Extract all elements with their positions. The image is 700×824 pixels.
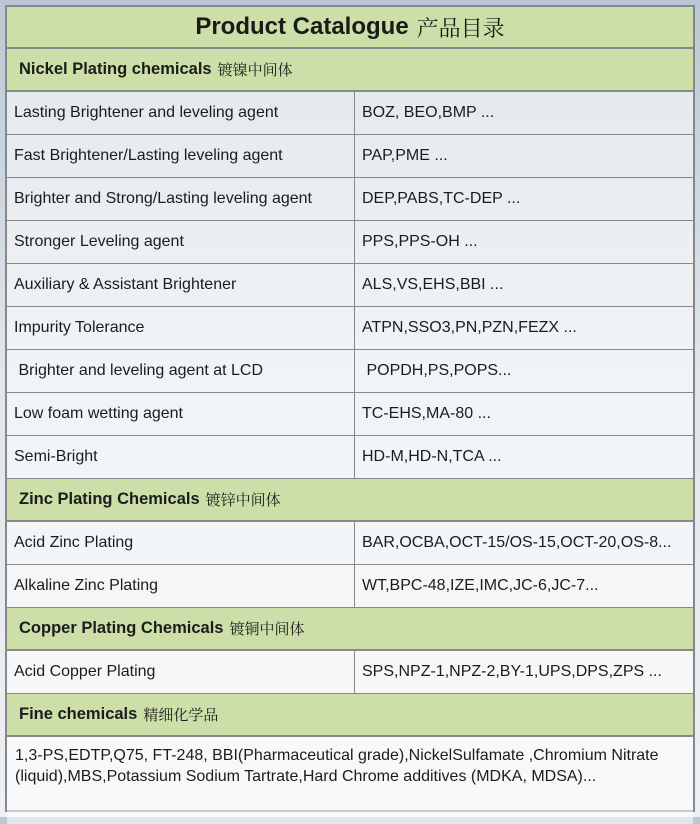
product-codes: ALS,VS,EHS,BBI ... (362, 276, 504, 293)
section-title-cn: 镀镍中间体 (217, 61, 293, 79)
catalogue-title-en: Product Catalogue (195, 13, 409, 40)
table-row (7, 135, 693, 178)
table-row (7, 436, 693, 479)
table-row (7, 92, 693, 135)
section-title-cn: 精细化学品 (143, 706, 219, 724)
section-header-copper (7, 608, 693, 651)
product-codes: PAP,PME ... (362, 147, 448, 164)
section-title-cn: 镀铜中间体 (229, 620, 305, 638)
product-type: Lasting Brightener and leveling agent (7, 92, 355, 134)
nickel-rows (7, 92, 693, 479)
product-type: Brighter and Strong/Lasting leveling agent (7, 178, 355, 220)
product-codes: WT,BPC-48,IZE,IMC,JC-6,JC-7... (362, 577, 599, 594)
product-type: Semi-Bright (7, 436, 355, 478)
table-row (7, 393, 693, 436)
catalogue-title-cn: 产品目录 (416, 16, 505, 42)
product-codes: HD-M,HD-N,TCA ... (362, 448, 502, 465)
product-type: Acid Zinc Plating (7, 522, 355, 564)
product-codes: SPS,NPZ-1,NPZ-2,BY-1,UPS,DPS,ZPS ... (362, 663, 662, 680)
table-row (7, 307, 693, 350)
product-codes: BOZ, BEO,BMP ... (362, 104, 495, 121)
table-row (7, 178, 693, 221)
table-row (7, 651, 693, 694)
table-row (7, 350, 693, 393)
product-type: Brighter and leveling agent at LCD (7, 350, 355, 392)
catalogue-title (7, 7, 693, 49)
table-row (7, 522, 693, 565)
product-type: Low foam wetting agent (7, 393, 355, 435)
section-header-zinc (7, 479, 693, 522)
product-codes: DEP,PABS,TC-DEP ... (362, 190, 521, 207)
table-row (7, 221, 693, 264)
product-type: Acid Copper Plating (7, 651, 355, 693)
table-row (7, 565, 693, 608)
product-type: Impurity Tolerance (7, 307, 355, 349)
table-row (7, 264, 693, 307)
section-title-en: Fine chemicals (19, 705, 138, 723)
product-codes: ATPN,SSO3,PN,PZN,FEZX ... (362, 319, 577, 336)
product-codes: BAR,OCBA,OCT-15/OS-15,OCT-20,OS-8... (362, 534, 672, 551)
product-type: Auxiliary & Assistant Brightener (7, 264, 355, 306)
section-title-en: Zinc Plating Chemicals (19, 490, 200, 508)
section-title-en: Nickel Plating chemicals (19, 60, 212, 78)
product-type: Alkaline Zinc Plating (7, 565, 355, 607)
product-codes: PPS,PPS-OH ... (362, 233, 478, 250)
section-title-cn: 镀锌中间体 (205, 491, 281, 509)
section-title-en: Copper Plating Chemicals (19, 619, 224, 637)
product-type: Stronger Leveling agent (7, 221, 355, 263)
product-codes: POPDH,PS,POPS... (362, 362, 512, 379)
section-header-fine (7, 694, 693, 737)
copper-rows (7, 651, 693, 694)
product-type: Fast Brightener/Lasting leveling agent (7, 135, 355, 177)
zinc-rows (7, 522, 693, 608)
product-codes: TC-EHS,MA-80 ... (362, 405, 491, 422)
product-catalogue-table (5, 5, 695, 812)
section-header-nickel (7, 49, 693, 92)
fine-chemicals-list: 1,3-PS,EDTP,Q75, FT-248, BBI(Pharmaceutical grade),NickelSulfamate ,Chromium Nitrate (liquid),MBS,Potassium Sodium Tartrate,Hard Chrome additives (MDKA, MDSA)... (7, 737, 693, 824)
